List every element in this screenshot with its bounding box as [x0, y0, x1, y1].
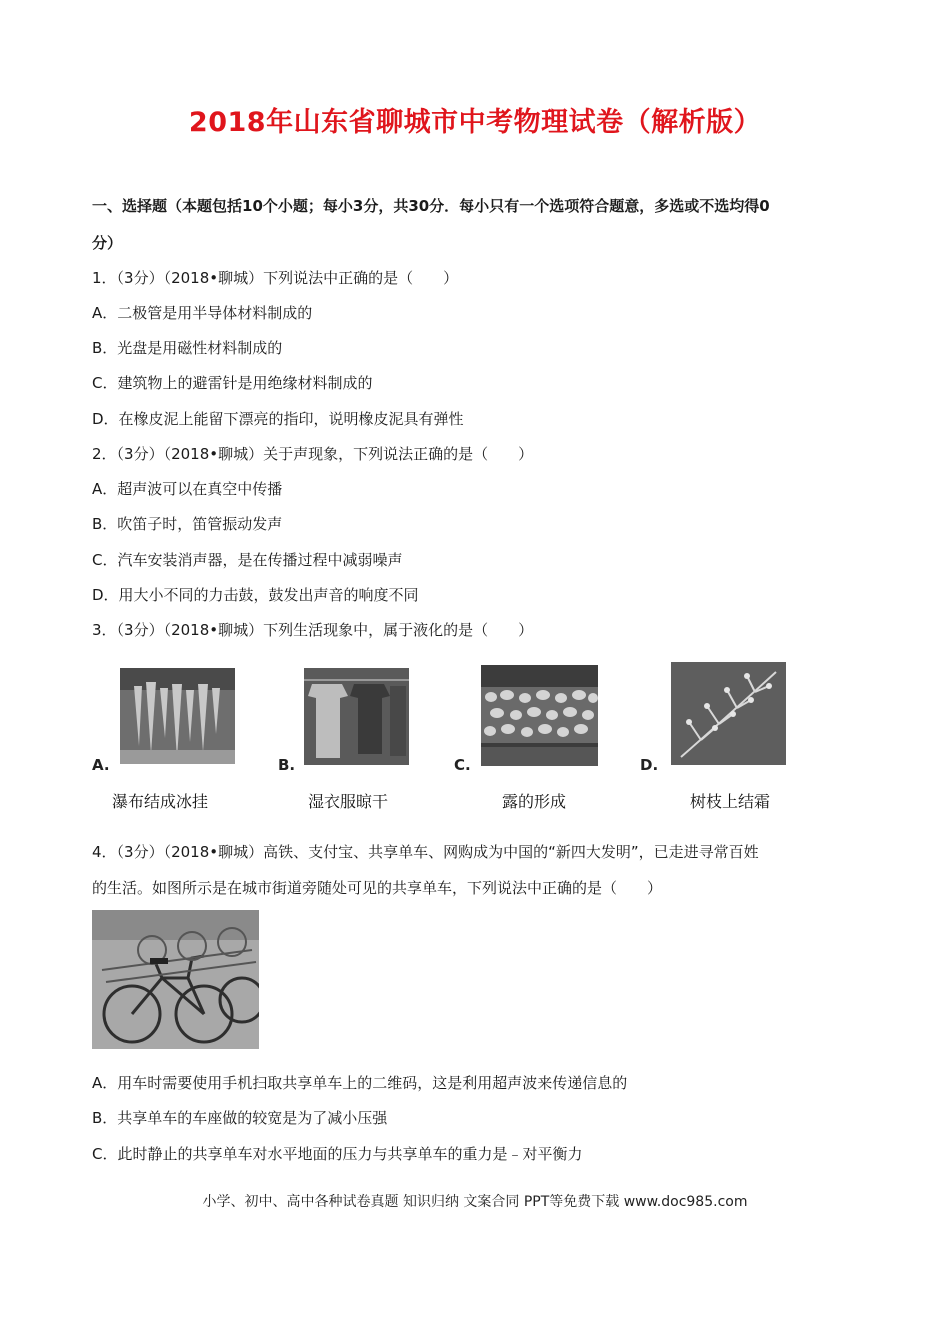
- q1-option-b: B．光盘是用磁性材料制成的: [92, 339, 283, 357]
- q4-stem-line2: 的生活。如图所示是在城市街道旁随处可见的共享单车，下列说法中正确的是（ ）: [92, 879, 663, 897]
- q3-option-a: [92, 660, 252, 810]
- q3-photo-row: [92, 660, 812, 810]
- q2-option-c: C．汽车安装消声器，是在传播过程中减弱噪声: [92, 551, 403, 569]
- frozen-waterfall-photo: [120, 668, 235, 764]
- q3-option-c-letter: C.: [454, 756, 471, 774]
- q3-stem: 3．（3分）（2018•聊城）下列生活现象中，属于液化的是（ ）: [92, 621, 534, 639]
- q4-stem-line1: 4．（3分）（2018•聊城）高铁、支付宝、共享单车、网购成为中国的“新四大发明”，已走进寻常百姓: [92, 843, 759, 861]
- q3-option-d-caption: 树枝上结霜: [690, 792, 771, 811]
- q1-stem: 1．（3分）（2018•聊城）下列说法中正确的是（ ）: [92, 269, 459, 287]
- q1-option-d: D．在橡皮泥上能留下漂亮的指印，说明橡皮泥具有弹性: [92, 410, 464, 428]
- q3-option-b: [278, 660, 438, 810]
- dew-drops-photo: [481, 665, 598, 766]
- q2-option-a: A．超声波可以在真空中传播: [92, 480, 283, 498]
- frost-branch-photo: [671, 662, 786, 765]
- shared-bikes-photo: [92, 910, 259, 1049]
- q1-option-a: A．二极管是用半导体材料制成的: [92, 304, 313, 322]
- q3-option-a-letter: A.: [92, 756, 110, 774]
- q4-option-b: B．共享单车的车座做的较宽是为了减小压强: [92, 1109, 388, 1127]
- q3-option-b-caption: 湿衣服晾干: [308, 792, 389, 811]
- q4-option-a: A．用车时需要使用手机扫取共享单车上的二维码，这是利用超声波来传递信息的: [92, 1074, 628, 1092]
- q2-option-d: D．用大小不同的力击鼓，鼓发出声音的响度不同: [92, 586, 419, 604]
- q3-option-d: [640, 660, 812, 810]
- document-title: 2018年山东省聊城市中考物理试卷（解析版）: [188, 107, 762, 138]
- q2-stem: 2．（3分）（2018•聊城）关于声现象，下列说法正确的是（ ）: [92, 445, 534, 463]
- q4-option-c: C．此时静止的共享单车对水平地面的压力与共享单车的重力是﹣对平衡力: [92, 1145, 583, 1163]
- q2-option-b: B．吹笛子时，笛管振动发声: [92, 515, 283, 533]
- q3-option-c: [454, 660, 614, 810]
- q3-option-a-caption: 瀑布结成冰挂: [112, 792, 209, 811]
- page-footer: 小学、初中、高中各种试卷真题 知识归纳 文案合同 PPT等免费下载 www.doc985.com: [202, 1194, 748, 1210]
- section-heading-line2: 分）: [92, 234, 123, 252]
- q1-option-c: C．建筑物上的避雷针是用绝缘材料制成的: [92, 374, 373, 392]
- q3-option-c-caption: 露的形成: [502, 792, 567, 811]
- q3-option-d-letter: D.: [640, 756, 659, 774]
- wet-clothes-photo: [304, 668, 409, 765]
- section-heading-line1: 一、选择题（本题包括10个小题；每小3分，共30分．每小只有一个选项符合题意，多选或不选均得0: [92, 197, 770, 215]
- q3-option-b-letter: B.: [278, 756, 296, 774]
